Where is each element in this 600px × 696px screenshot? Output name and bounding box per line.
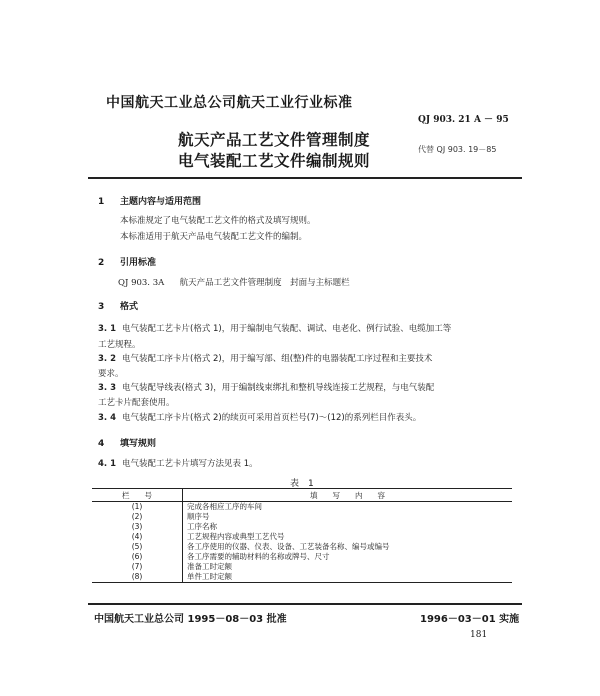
column-header-content: 填 写 内 容 <box>183 489 513 502</box>
row-content: 单件工时定额 <box>183 572 513 583</box>
section-title: 引用标准 <box>120 258 157 268</box>
table-row <box>92 522 512 532</box>
clause-number: 3. 3 <box>98 383 117 393</box>
row-number: (2) <box>92 512 183 522</box>
row-content: 各工序需要的辅助材料的名称或牌号、尺寸 <box>187 552 330 561</box>
row-content: 工序名称 <box>187 522 217 531</box>
clause-number: 3. 1 <box>98 324 117 334</box>
approval-line: 中国航天工业总公司 1995－08－03 批准 <box>94 614 287 625</box>
footer-divider <box>88 603 522 605</box>
document-title-line1: 航天产品工艺文件管理制度 <box>178 131 371 149</box>
table-row <box>92 542 512 552</box>
section-title: 主题内容与适用范围 <box>120 197 202 207</box>
clause-text: 电气装配工序卡片(格式 2)，用于编写部、组(整)件的电器装配工序过程和主要技术 <box>122 354 433 364</box>
clause-3-1-line2: 工艺规程。 <box>98 340 141 350</box>
section-title: 填写规则 <box>120 439 157 449</box>
ref-title: 航天产品工艺文件管理制度 封面与主标题栏 <box>179 278 350 288</box>
clause-3-2-line2: 要求。 <box>98 369 124 379</box>
row-number: (1) <box>92 502 183 513</box>
ref-code: QJ 903. 3A <box>118 278 165 288</box>
clause-number: 3. 4 <box>98 413 117 423</box>
row-content: 顺序号 <box>187 512 210 521</box>
section-number: 1 <box>98 197 105 207</box>
section-title: 格式 <box>120 302 139 312</box>
section-1-paragraph-2: 本标准适用于航天产品电气装配工艺文件的编制。 <box>120 232 308 242</box>
clause-3-3-line1 <box>98 381 434 393</box>
clause-3-3-line2: 工艺卡片配套使用。 <box>98 398 175 408</box>
clause-text: 电气装配工艺卡片填写方法见表 1。 <box>122 459 258 469</box>
table-caption: 表 1 <box>290 479 314 489</box>
row-number: (7) <box>92 562 183 572</box>
clause-text: 电气装配工艺卡片(格式 1)，用于编制电气装配、调试、电老化、例行试验、电缆加工等 <box>122 324 452 334</box>
clause-3-2-line1 <box>98 352 432 364</box>
row-content: 工艺规程内容或典型工艺代号 <box>187 532 285 541</box>
referenced-standard <box>118 276 350 288</box>
clause-3-1-line1 <box>98 322 451 334</box>
table-row <box>92 532 512 542</box>
clause-text: 电气装配导线表(格式 3)，用于编制线束绑扎和整机导线连接工艺规程，与电气装配 <box>122 383 435 393</box>
row-number: (6) <box>92 552 183 562</box>
clause-number: 3. 2 <box>98 354 117 364</box>
row-content: 准备工时定额 <box>187 562 232 571</box>
issuing-organization: 中国航天工业总公司航天工业行业标准 <box>106 95 353 111</box>
table-row <box>92 552 512 562</box>
replaces-standard: 代替 QJ 903. 19－85 <box>418 145 497 154</box>
row-number: (3) <box>92 522 183 532</box>
table-row <box>92 502 512 513</box>
section-number: 2 <box>98 258 105 268</box>
row-content: 完成各相应工序的车间 <box>187 502 262 511</box>
section-number: 3 <box>98 302 105 312</box>
document-title-line2: 电气装配工艺文件编制规则 <box>178 152 371 170</box>
section-2-heading <box>98 255 156 268</box>
clause-3-4-line1 <box>98 411 421 423</box>
section-number: 4 <box>98 439 105 449</box>
row-content: 各工序使用的仪器、仪表、设备、工艺装备名称、编号或编号 <box>187 542 390 551</box>
row-number: (4) <box>92 532 183 542</box>
clause-text: 电气装配工序卡片(格式 2)的续页可采用首页栏号(7)～(12)的系列栏目作表头。 <box>122 413 422 423</box>
section-1-paragraph-1: 本标准规定了电气装配工艺文件的格式及填写规则。 <box>120 216 316 226</box>
table-header-row <box>92 489 512 502</box>
section-4-heading <box>98 436 156 449</box>
header-divider <box>88 177 522 179</box>
column-header-no: 栏 号 <box>92 489 183 502</box>
standard-code: QJ 903. 21 A － 95 <box>418 115 509 125</box>
row-number: (8) <box>92 572 183 583</box>
page-number: 181 <box>470 630 488 640</box>
table-row <box>92 512 512 522</box>
table-row <box>92 572 512 583</box>
implementation-date: 1996－03－01 实施 <box>420 614 520 625</box>
table-1 <box>92 488 512 583</box>
table-row <box>92 562 512 572</box>
section-1-heading <box>98 194 201 207</box>
clause-number: 4. 1 <box>98 459 117 469</box>
section-3-heading <box>98 299 138 312</box>
clause-4-1-line1 <box>98 457 258 469</box>
row-number: (5) <box>92 542 183 552</box>
